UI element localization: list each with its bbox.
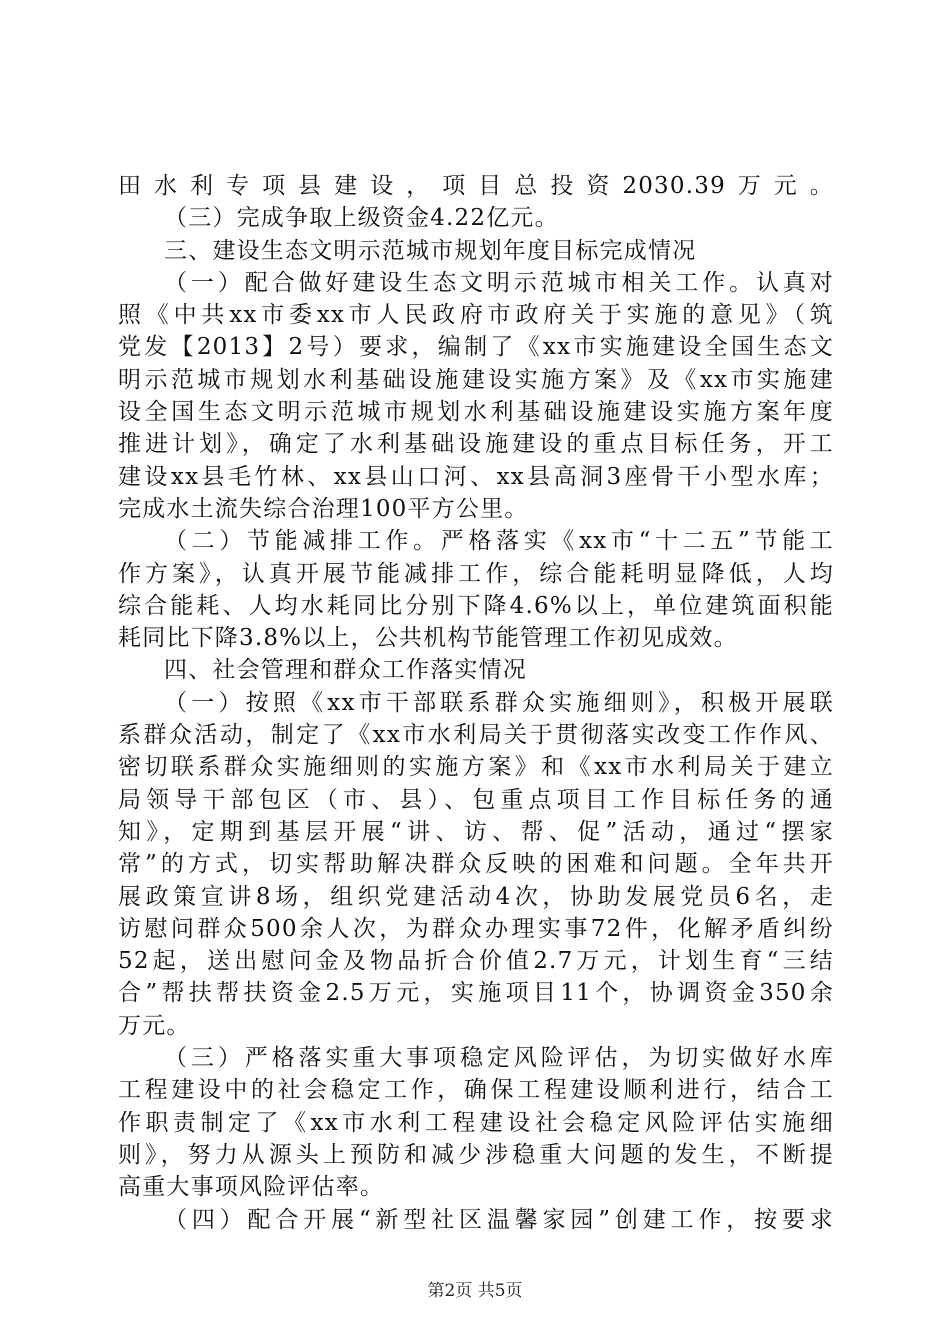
paragraph-line: 耗同比下降3.8%以上，公共机构节能管理工作初见成效。: [118, 625, 738, 652]
paragraph-line: 合”帮扶帮扶资金2.5万元，实施项目11个，协调资金350余: [118, 980, 834, 1007]
paragraph-line: 建设xx县毛竹林、xx县山口河、xx县高洞3座骨干小型水库；: [118, 463, 834, 490]
paragraph-line: （一）按照《xx市干部联系群众实施细则》，积极开展联: [164, 689, 834, 716]
paragraph-line: 密切联系群众实施细则的实施方案》和《xx市水利局关于建立: [118, 754, 834, 781]
paragraph-line: 访慰问群众500余人次，为群众办理实事72件，化解矛盾纠纷: [118, 915, 834, 942]
paragraph-line: 展政策宣讲8场，组织党建活动4次，协助发展党员6名，走: [118, 883, 834, 910]
paragraph-line: 综合能耗、人均水耗同比分别下降4.6%以上，单位建筑面积能: [118, 592, 834, 619]
paragraph-line: 党发【2013】2号）要求，编制了《xx市实施建设全国生态文: [118, 334, 834, 361]
paragraph-line: 完成水土流失综合治理100平方公里。: [118, 495, 529, 522]
paragraph-line: 照《中共xx市委xx市人民政府市政府关于实施的意见》（筑: [118, 302, 834, 329]
paragraph-line: 局领导干部包区（市、县）、包重点项目工作目标任务的通: [118, 786, 834, 813]
paragraph-line: 作职责制定了《xx市水利工程建设社会稳定风险评估实施细: [118, 1109, 834, 1136]
paragraph-line: 作方案》，认真开展节能减排工作，综合能耗明显降低，人均: [118, 560, 834, 587]
paragraph-line: 田水利专项县建设，项目总投资2030.39万元。: [118, 173, 834, 199]
paragraph-line: 推进计划》，确定了水利基础设施建设的重点目标任务，开工: [118, 431, 834, 458]
paragraph-line: 明示范城市规划水利基础设施建设实施方案》及《xx市实施建: [118, 366, 834, 393]
paragraph-line: （四）配合开展“新型社区温馨家园”创建工作，按要求: [164, 1206, 834, 1233]
paragraph-line: 万元。: [118, 1012, 191, 1039]
paragraph-line: 设全国生态文明示范城市规划水利基础设施建设实施方案年度: [118, 399, 834, 426]
paragraph-line: 高重大事项风险评估率。: [118, 1174, 385, 1201]
paragraph-line: 常”的方式，切实帮助解决群众反映的困难和问题。全年共开: [118, 851, 834, 878]
page-number-footer: 第2页 共5页: [427, 1281, 523, 1301]
paragraph-line: （一）配合做好建设生态文明示范城市相关工作。认真对: [164, 269, 834, 296]
paragraph-line: （三）严格落实重大事项稳定风险评估，为切实做好水库: [164, 1045, 834, 1072]
paragraph-line: （二）节能减排工作。严格落实《xx市“十二五”节能工: [164, 528, 834, 555]
paragraph-line: 知》，定期到基层开展“讲、访、帮、促”活动，通过“摆家: [118, 818, 834, 845]
paragraph-line: 则》，努力从源头上预防和减少涉稳重大问题的发生，不断提: [118, 1141, 834, 1168]
document-body: [118, 170, 834, 1236]
paragraph-line: 系群众活动，制定了《xx市水利局关于贯彻落实改变工作作风、: [118, 722, 834, 749]
paragraph-line: 工程建设中的社会稳定工作，确保工程建设顺利进行，结合工: [118, 1077, 834, 1104]
section-heading: 三、建设生态文明示范城市规划年度目标完成情况: [164, 237, 697, 264]
paragraph-line: （三）完成争取上级资金4.22亿元。: [164, 205, 559, 232]
paragraph-line: 52起，送出慰问金及物品折合价值2.7万元，计划生育“三结: [118, 948, 834, 975]
section-heading: 四、社会管理和群众工作落实情况: [164, 657, 527, 684]
